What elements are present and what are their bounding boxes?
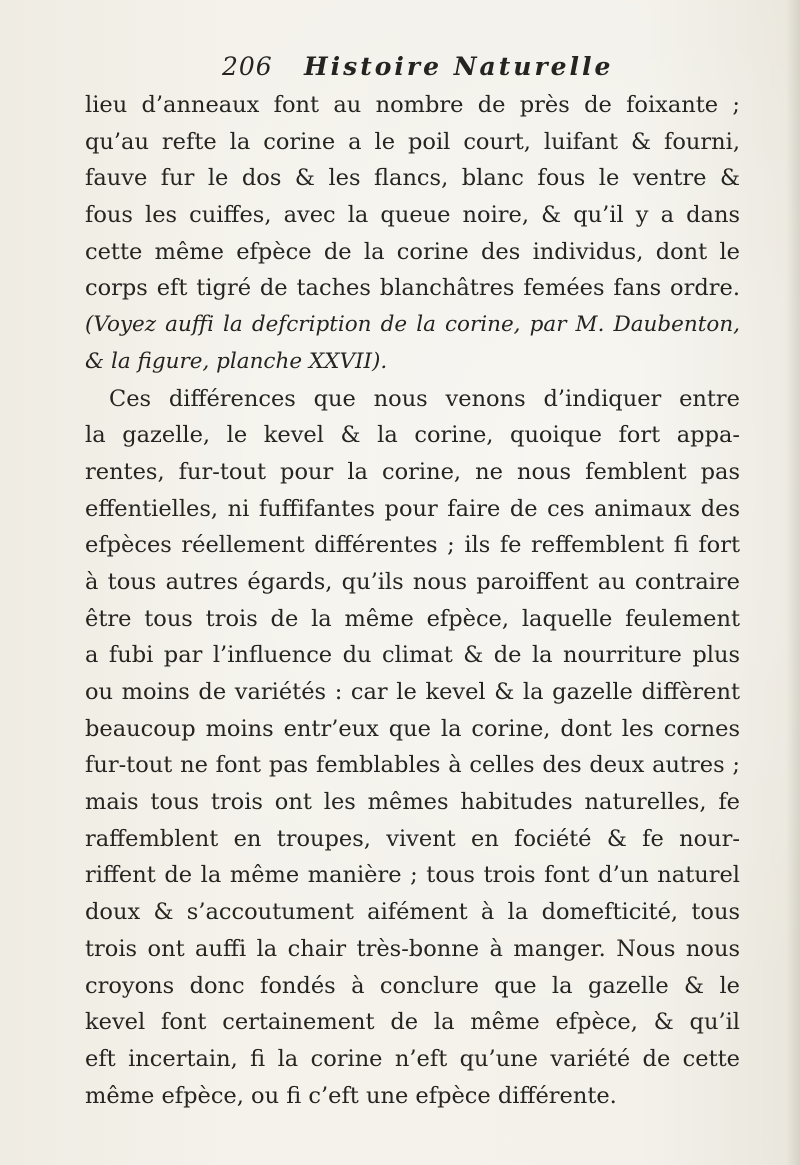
text-line: lieu d’anneaux font au nombre de près de foixante ; — [85, 92, 740, 118]
text-line: trois ont auffi la chair très-bonne à manger. Nous nous — [85, 935, 740, 962]
page-number: 206 — [222, 52, 273, 81]
text-line: ou moins de variétés : car le kevel & la gazelle diffèrent — [85, 679, 740, 705]
text-line: la gazelle, le kevel & la corine, quoique fort appa- — [85, 422, 740, 449]
text-line: riffent de la même manière ; tous trois font d’un naturel — [85, 862, 740, 889]
text-line: mais tous trois ont les mêmes habitudes naturelles, fe — [85, 789, 740, 816]
text-line: fous les cuiffes, avec la queue noire, & qu’il y a dans — [85, 202, 740, 229]
text-line: à tous autres égards, qu’ils nous paroiffent au contraire — [85, 568, 740, 595]
text-line: raffemblent en troupes, vivent en fociété & fe nour- — [85, 825, 740, 852]
running-title: Histoire Naturelle — [304, 52, 614, 81]
text-line-reference: & la figure, planche XXVII). — [85, 348, 388, 374]
text-line: Ces différences que nous venons d’indiquer entre — [109, 385, 740, 412]
text-line: beaucoup moins entr’eux que la corine, dont les cornes — [85, 715, 740, 742]
page-edge-shadow — [786, 0, 800, 1165]
text-line: croyons donc fondés à conclure que la gazelle & le — [85, 972, 740, 999]
text-line: cette même efpèce de la corine des individus, dont le — [85, 238, 740, 265]
text-line: a fubi par l’influence du climat & de la nourriture plus — [85, 642, 740, 669]
text-line: corps eft tigré de taches blanchâtres femées fans ordre. — [85, 275, 740, 302]
text-line: fur-tout ne font pas femblables à celles des deux autres ; — [85, 752, 740, 779]
page-header — [222, 52, 662, 88]
text-line: kevel font certainement de la même efpèce, & qu’il — [85, 1009, 740, 1036]
text-line: effentielles, ni fuffifantes pour faire de ces animaux des — [85, 495, 740, 522]
text-line: qu’au refte la corine a le poil court, luifant & fourni, — [85, 128, 740, 155]
text-line: eft incertain, fi la corine n’eft qu’une variété de cette — [85, 1045, 740, 1072]
text-line-reference: (Voyez auffi la defcription de la corine, par M. Daubenton, — [85, 312, 740, 338]
body-text — [85, 87, 740, 1114]
text-line: doux & s’accoutument aifément à la domefticité, tous — [85, 899, 740, 926]
text-line: rentes, fur-tout pour la corine, ne nous femblent pas — [85, 458, 740, 485]
text-line: fauve fur le dos & les flancs, blanc fous le ventre & — [85, 165, 740, 192]
text-line: efpèces réellement différentes ; ils fe reffemblent fi fort — [85, 532, 740, 559]
text-line: être tous trois de la même efpèce, laquelle feulement — [85, 605, 740, 632]
text-line: même efpèce, ou fi c’eft une efpèce différente. — [85, 1082, 617, 1109]
